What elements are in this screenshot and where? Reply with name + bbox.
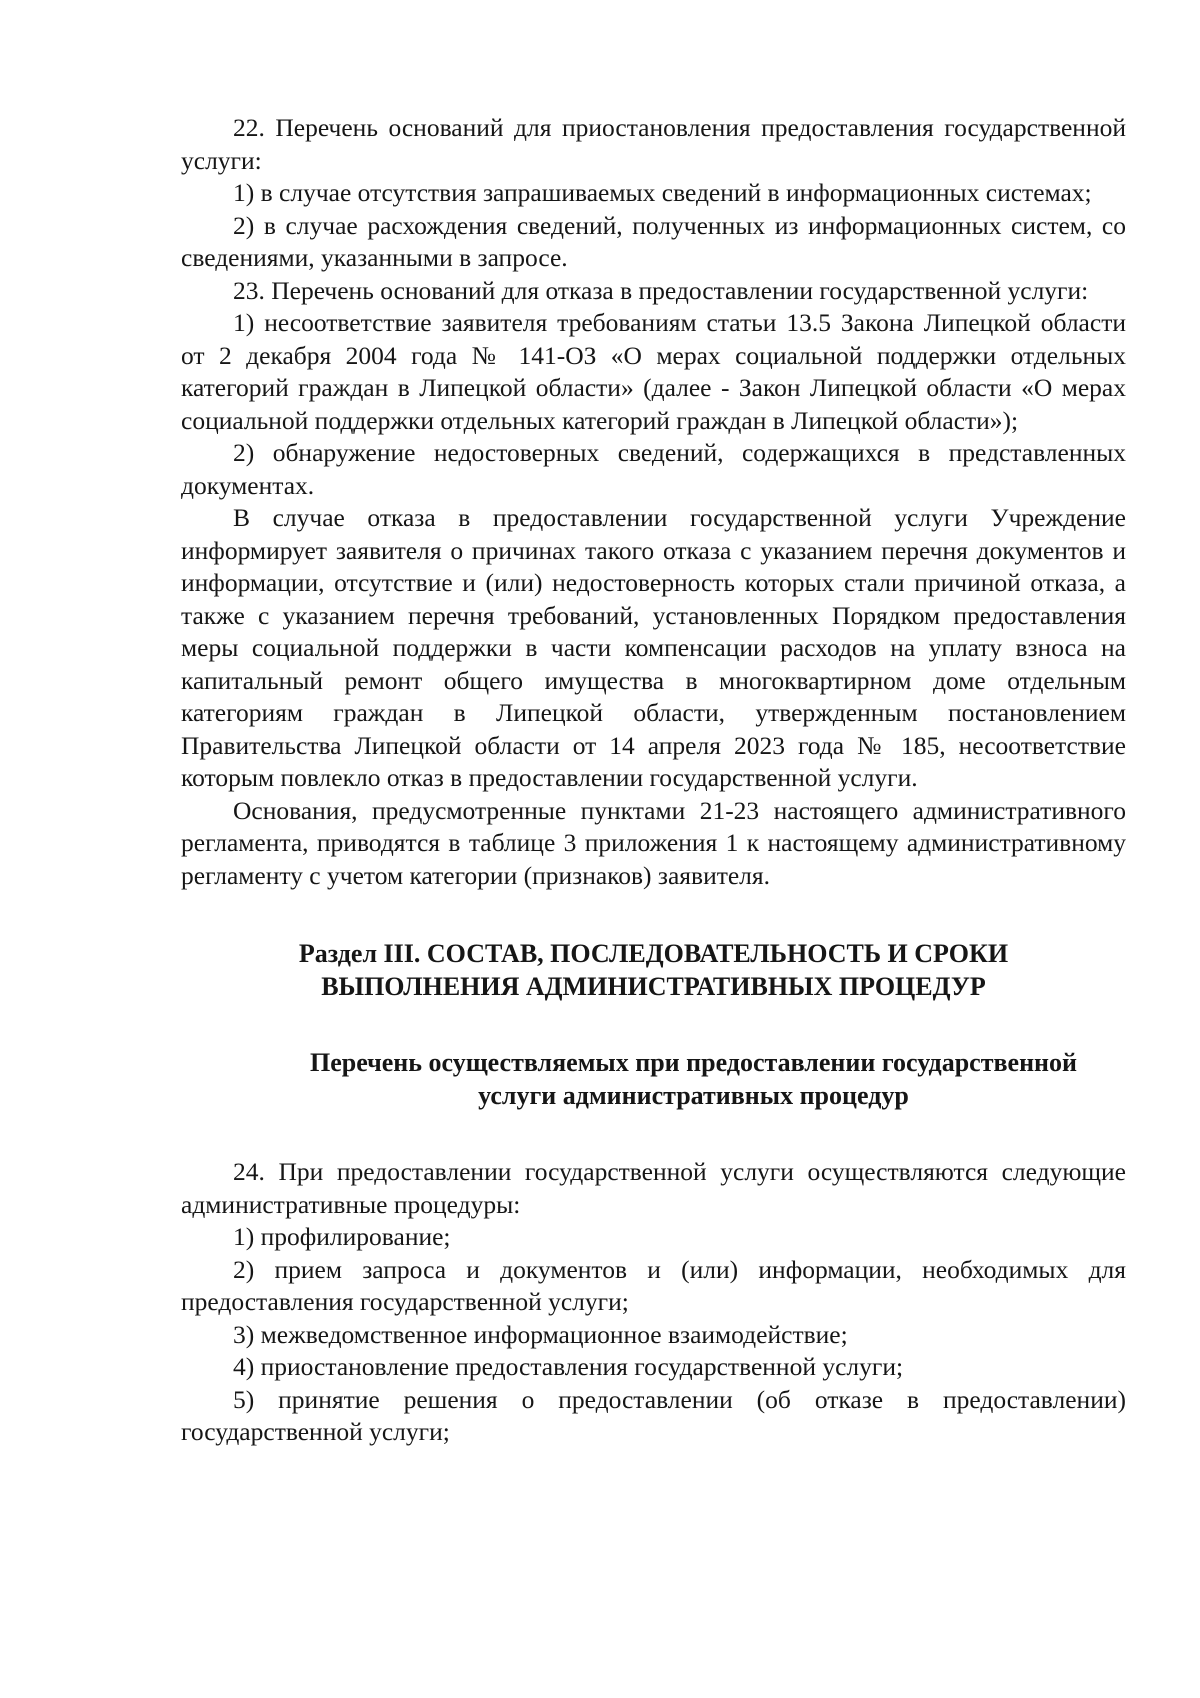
paragraph-23-item-1: 1) несоответствие заявителя требованиям статьи 13.5 Закона Липецкой области от 2 декабря 2004 года № 141-ОЗ «О мерах социальной поддержки отдельных категорий граждан в Липецкой области» (далее - Закон Липецкой области «О мерах социальной поддержки отдельных категорий граждан в Липецкой области»); bbox=[181, 308, 1126, 435]
paragraph-23-item-2: 2) обнаружение недостоверных сведений, содержащихся в представленных документах. bbox=[181, 438, 1126, 500]
paragraph-24-item-4: 4) приостановление предоставления государственной услуги; bbox=[233, 1352, 904, 1381]
paragraph-24-item-5: 5) принятие решения о предоставлении (об отказе в предоставлении) государственной услуги; bbox=[181, 1384, 1126, 1446]
paragraph-22: 22. Перечень оснований для приостановления предоставления государственной услуги: bbox=[181, 113, 1126, 175]
paragraph-23: 23. Перечень оснований для отказа в предоставлении государственной услуги: bbox=[233, 275, 1089, 305]
paragraph-22-item-1: 1) в случае отсутствия запрашиваемых сведений в информационных системах; bbox=[233, 178, 1092, 207]
subsection-title-line-1: Перечень осуществляемых при предоставлении государственной bbox=[309, 1048, 1078, 1077]
paragraph-24-item-2: 2) прием запроса и документов и (или) информации, необходимых для предоставления государственной услуги; bbox=[181, 1254, 1126, 1316]
document-page bbox=[181, 112, 1126, 1449]
paragraph-24: 24. При предоставлении государственной услуги осуществляются следующие административные процедуры: bbox=[181, 1157, 1126, 1219]
subsection-title bbox=[181, 1046, 1126, 1112]
subsection-title-line-2: услуги административных процедур bbox=[478, 1081, 909, 1110]
section-title-line-2: ВЫПОЛНЕНИЯ АДМИНИСТРАТИВНЫХ ПРОЦЕДУР bbox=[321, 972, 986, 1001]
section-title-line-1: Раздел III. СОСТАВ, ПОСЛЕДОВАТЕЛЬНОСТЬ И СРОКИ bbox=[298, 939, 1009, 968]
section-title bbox=[181, 937, 1126, 1003]
paragraph-22-item-2: 2) в случае расхождения сведений, полученных из информационных систем, со сведениями, указанными в запросе. bbox=[181, 210, 1126, 272]
paragraph-24-item-3: 3) межведомственное информационное взаимодействие; bbox=[233, 1319, 848, 1349]
paragraph-grounds-table: Основания, предусмотренные пунктами 21-23 настоящего административного регламента, приводятся в таблице 3 приложения 1 к настоящему административному регламенту с учетом категории (признаков) заявителя. bbox=[181, 795, 1126, 890]
paragraph-24-item-1: 1) профилирование; bbox=[233, 1222, 451, 1251]
paragraph-refusal-info: В случае отказа в предоставлении государственной услуги Учреждение информирует заявителя о причинах такого отказа с указанием перечня документов и информации, отсутствие и (или) недостоверность которых стали причиной отказа, а также с указанием перечня требований, установленных Порядком предоставления меры социальной поддержки в части компенсации расходов на уплату взноса на капитальный ремонт общего имущества в многоквартирном доме отдельным категориям граждан в Липецкой области, утвержденным постановлением Правительства Липецкой области от 14 апреля 2023 года № 185, несоответствие которым повлекло отказ в предоставлении государственной услуги. bbox=[181, 503, 1126, 792]
